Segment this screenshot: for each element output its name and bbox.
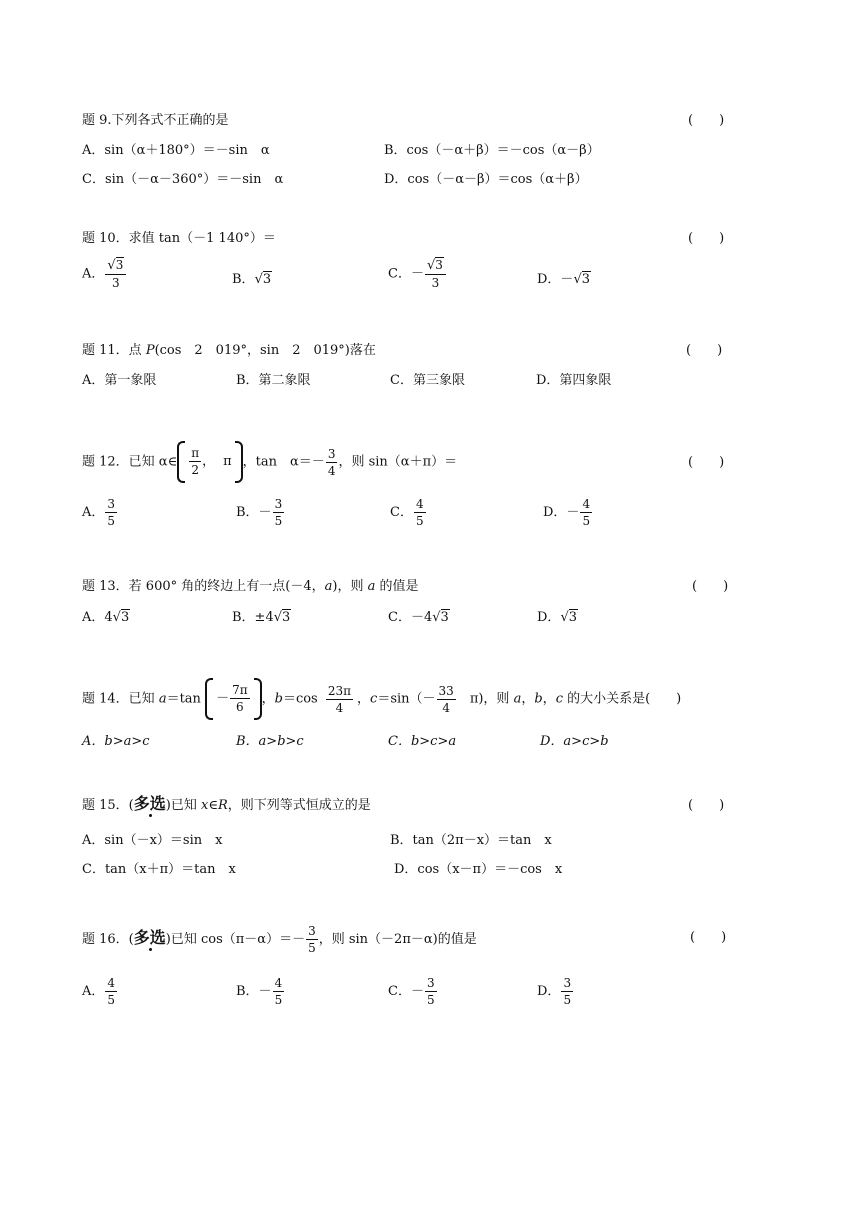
q15-stem: 题 15．(多选)已知 x∈R，则下列等式恒成立的是: [82, 794, 371, 813]
q16-answer-paren: ( ): [690, 930, 727, 945]
q12-option-b: B．－ $\frac{3}{5}$: [236, 497, 283, 528]
q16-stem: 题 16．(多选)已知 cos（π－α）＝－ $\frac{3}{5}$ ，则 sin（－2π－α)的值是: [82, 924, 477, 955]
q15-multi-select-tag: 多选: [133, 794, 166, 813]
q15-option-a: A．sin（－x）＝sin x: [82, 833, 223, 848]
q10-option-d: D．－√3: [537, 272, 591, 287]
q9-option-a: A．sin（α＋180°）＝－sin α: [82, 143, 270, 158]
q16-option-a: A． $\frac{4}{5}$: [82, 976, 116, 1007]
q12-stem: 题 12．已知 α∈ $\frac{\pi}{2}$ ， π ，tan α＝－ $\frac{3}{4}$ ，则 sin（α＋π）＝: [82, 440, 457, 485]
q13-option-a: A．4√3: [82, 610, 130, 625]
q15-option-c: C．tan（x＋π）＝tan x: [82, 862, 236, 877]
q13-option-b: B．±4√3: [232, 610, 291, 625]
q11-stem: 题 11．点 P(cos 2 019°，sin 2 019°)落在: [82, 343, 376, 358]
q9-option-c: C．sin（－α－360°）＝－sin α: [82, 172, 284, 187]
q15-option-d: D．cos（x－π）＝－cos x: [394, 862, 563, 877]
q9-option-d: D．cos（－α－β）＝cos（α＋β）: [384, 172, 588, 187]
q14-option-a: A．b>a>c: [82, 734, 150, 749]
q14-option-d: D．a>c>b: [540, 734, 609, 749]
q10-stem: 题 10．求值 tan（－1 140°）＝: [82, 231, 276, 246]
q16-option-b: B．－ $\frac{4}{5}$: [236, 976, 283, 1007]
q15-answer-paren: ( ): [688, 798, 725, 813]
q10-option-b: B．√3: [232, 272, 272, 287]
q14-stem: 题 14．已知 a＝tan － $\frac{7\pi}{6}$ ，b＝cos $\frac{23\pi}{4}$ ，c＝sin（－ $\frac{33}{4}$ π)，则 a，b，c 的大小关系是( ): [82, 677, 681, 722]
q16-option-c: C．－ $\frac{3}{5}$: [388, 976, 435, 1007]
q10-option-c: C．－ $\frac{√3}{3}$: [388, 258, 447, 290]
q11-option-c: C．第三象限: [390, 373, 465, 388]
q11-option-d: D．第四象限: [536, 373, 612, 388]
q11-option-a: A．第一象限: [82, 373, 157, 388]
q16-multi-select-tag: 多选: [133, 928, 166, 947]
q11-answer-paren: ( ): [686, 343, 723, 358]
q13-answer-paren: ( ): [692, 579, 729, 594]
q9-stem: 题 9.下列各式不正确的是: [82, 113, 229, 128]
q12-option-c: C． $\frac{4}{5}$: [390, 497, 424, 528]
q13-option-c: C．－4√3: [388, 610, 449, 625]
q9-option-b: B．cos（－α＋β）＝－cos（α－β）: [384, 143, 600, 158]
q10-option-a: A． $\frac{√3}{3}$: [82, 258, 127, 290]
q9-answer-paren: ( ): [688, 113, 725, 128]
q12-option-a: A． $\frac{3}{5}$: [82, 497, 116, 528]
q14-option-b: B．a>b>c: [236, 734, 304, 749]
q12-interval: $\frac{\pi}{2}$ ， π: [177, 440, 242, 484]
q10-answer-paren: ( ): [688, 231, 725, 246]
q13-option-d: D．√3: [537, 610, 578, 625]
q15-option-b: B．tan（2π－x）＝tan x: [390, 833, 552, 848]
q13-stem: 题 13．若 600° 角的终边上有一点(－4，a)，则 a 的值是: [82, 579, 419, 594]
q12-option-d: D．－ $\frac{4}{5}$: [543, 497, 591, 528]
q12-answer-paren: ( ): [688, 455, 725, 470]
q14-option-c: C．b>c>a: [388, 734, 457, 749]
q11-option-b: B．第二象限: [236, 373, 311, 388]
q16-option-d: D． $\frac{3}{5}$: [537, 976, 572, 1007]
q14-paren-group: － $\frac{7\pi}{6}$: [205, 677, 262, 721]
